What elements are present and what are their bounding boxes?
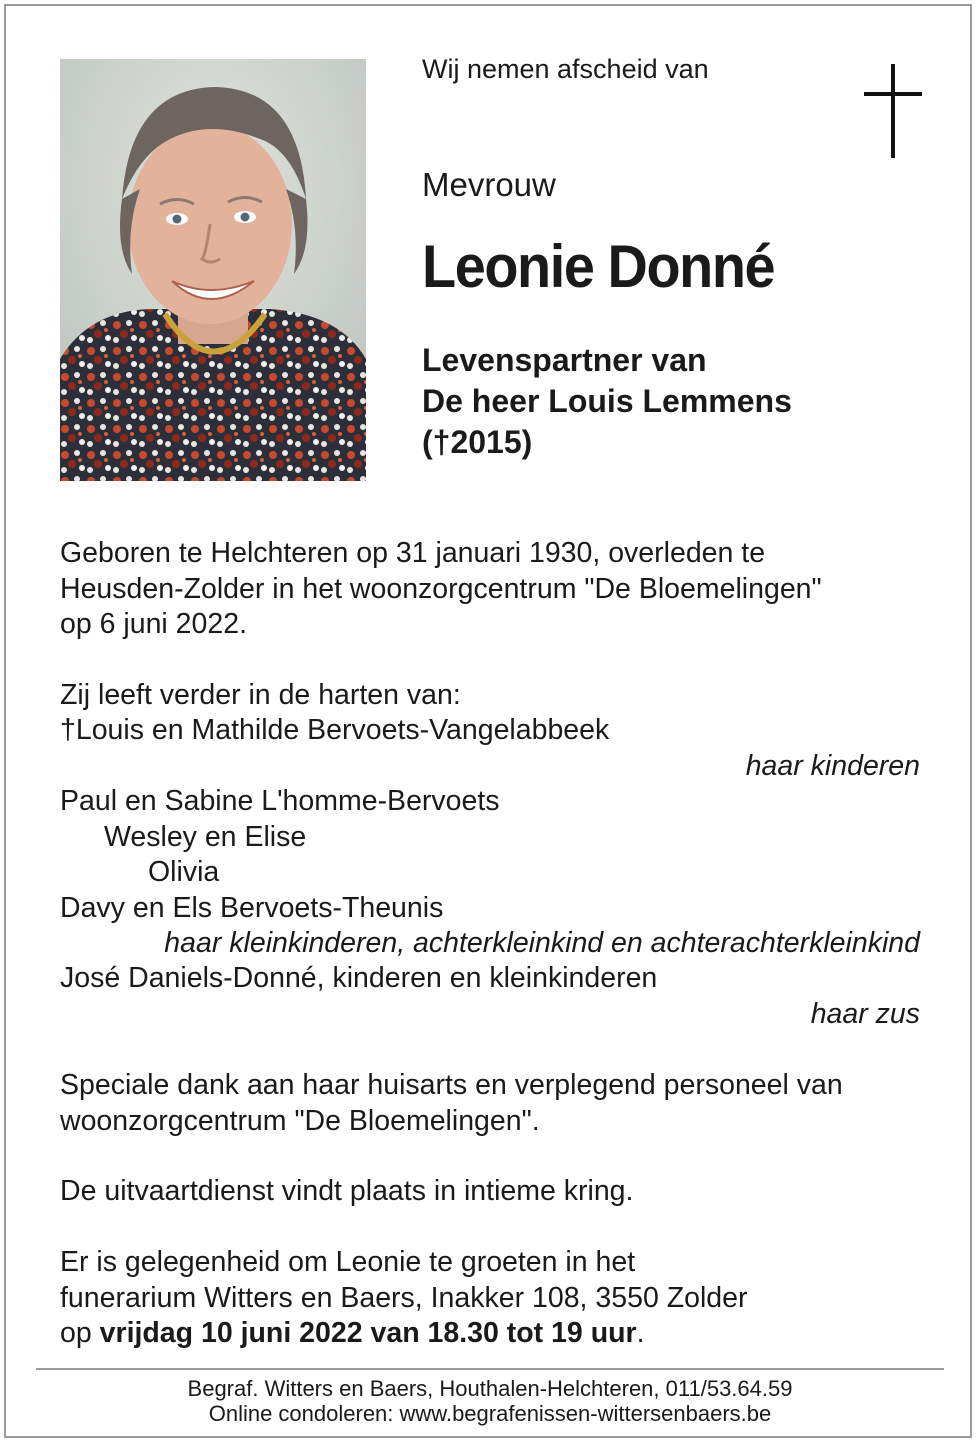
visit-datetime: vrijdag 10 juni 2022 van 18.30 tot 19 uur [99,1317,637,1349]
family-intro: Zij leeft verder in de harten van: [60,679,461,711]
birth-paragraph [60,536,822,643]
birth-line: Geboren te Helchteren op 31 januari 1930, overleden te [60,537,766,569]
partner-info [422,340,792,463]
visit-prefix: op [60,1317,100,1349]
family-line: †Louis en Mathilde Bervoets-Vangelabbeek [60,714,610,746]
thanks-paragraph [60,1068,843,1139]
title-prefix: Mevrouw [422,166,556,203]
birth-line: op 6 juni 2022. [60,608,247,640]
visit-paragraph [60,1245,748,1352]
family-role-label: haar zus [810,998,920,1030]
intro-text: Wij nemen afscheid van [422,54,709,84]
deceased-name: Leonie Donné [422,233,775,300]
family-line: José Daniels-Donné, kinderen en kleinkinderen [60,962,658,994]
thanks-line: Speciale dank aan haar huisarts en verplegend personeel van [60,1069,843,1101]
footer-divider [36,1368,944,1370]
visit-line: funerarium Witters en Baers, Inakker 108, 3550 Zolder [60,1281,748,1314]
footer-undertaker: Begraf. Witters en Baers, Houthalen-Helchteren, 011/53.64.59 [187,1376,793,1401]
latin-cross-icon [864,64,922,158]
family-line: Wesley en Elise [104,821,307,853]
footer-website: Online condoleren: www.begrafenissen-wittersenbaers.be [208,1401,772,1426]
family-role-label: haar kleinkinderen, achterkleinkind en achterachterkleinkind [164,927,920,959]
partner-death-year: (†2015) [422,424,533,460]
visit-line: Er is gelegenheid om Leonie te groeten in het [60,1246,636,1278]
visit-line [60,1316,748,1352]
family-line: Olivia [148,856,220,888]
family-role-label: haar kinderen [745,750,920,782]
service-paragraph: De uitvaartdienst vindt plaats in intieme kring. [60,1175,634,1207]
thanks-line: woonzorgcentrum "De Bloemelingen". [60,1104,540,1137]
family-line: Davy en Els Bervoets-Theunis [60,892,444,924]
portrait-photo [60,59,366,481]
partner-name: De heer Louis Lemmens [422,383,792,419]
birth-line: Heusden-Zolder in het woonzorgcentrum "De Bloemelingen" [60,572,822,605]
partner-line: Levenspartner van [422,342,707,378]
family-line: Paul en Sabine L'homme-Bervoets [60,785,500,817]
visit-suffix: . [636,1317,645,1349]
